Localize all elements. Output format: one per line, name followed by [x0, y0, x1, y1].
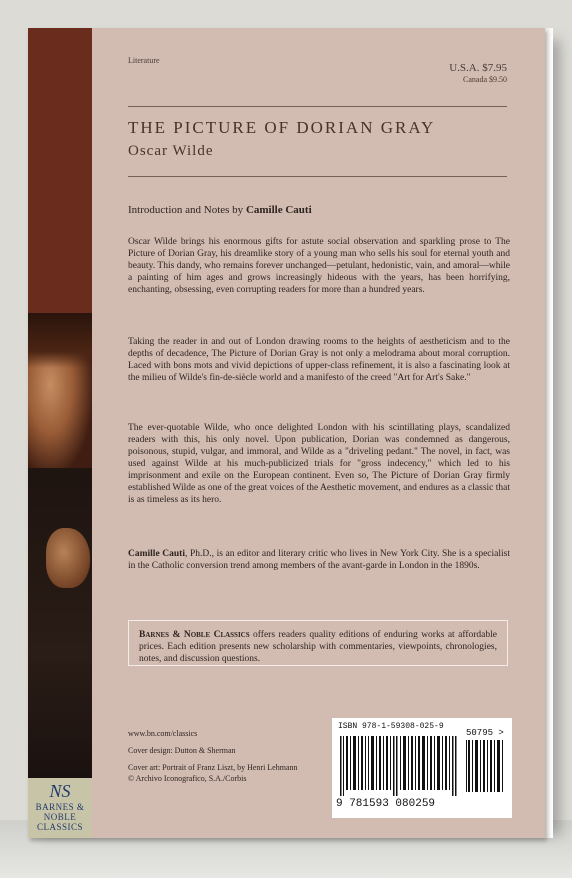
isbn-label: ISBN 978-1-59308-025-9 [338, 722, 444, 731]
description-paragraph-3: The ever-quotable Wilde, who once delighted London with his scintillating plays, scandalized readers with this, his only novel. Upon publication, Dorian was condemned as dangerous, poisonous, stupid, vulgar, and immoral, and Wilde as a "driveling pedant." The novel, in fact, was used against Wilde at his much-publicized trials for "gross indecency," which led to his imprisonment and exile on the European continent. Even so, The Picture of Dorian Gray firmly established Wilde as one of the great voices of the Aesthetic movement, and endures as a classic that is as timeless as its hero. [128, 423, 510, 505]
publisher-blurb: offers readers quality editions of enduring works at affordable prices. Each edition presents new scholarship with commentaries, viewpoints, chronologies, notes, and discussion questions. [139, 630, 497, 664]
description-paragraph-1: Oscar Wilde brings his enormous gifts for astute social observation and sparkling prose to The Picture of Dorian Gray, his dreamlike story of a young man who sells his soul for eternal youth and beauty. This dandy, who remains forever unchanged—petulant, hedonistic, vain, and amoral—while a painting of him ages and grows increasingly hideous with the years, has been horrifying, enchanting, obsessing, even corrupting readers for more than a hundred years. [128, 237, 510, 295]
book-author: Oscar Wilde [128, 143, 214, 159]
intro-prefix: Introduction and Notes by [128, 204, 244, 216]
book-title: THE PICTURE OF DORIAN GRAY [128, 118, 436, 137]
book-page-edge [545, 28, 553, 838]
top-divider [128, 106, 507, 107]
website-url: www.bn.com/classics [128, 729, 198, 738]
cover-content [92, 28, 545, 838]
price-us: U.S.A. $7.95 [449, 62, 507, 74]
price-canada: Canada $9.50 [463, 75, 507, 84]
barcode-addon-bars [466, 740, 504, 792]
portrait-strip [28, 28, 92, 838]
title-divider [128, 176, 507, 177]
intro-name: Camille Cauti [245, 204, 312, 216]
publisher-blurb-box [128, 620, 508, 666]
intro-credit [128, 204, 312, 216]
barcode-main-bars [340, 736, 458, 796]
portrait-hair [28, 313, 92, 368]
cover-art-credit: Cover art: Portrait of Franz Liszt, by Henri Lehmann © Archivo Iconografico, S.A./Corbis [128, 763, 298, 783]
editor-bio [128, 548, 510, 572]
logo-text: BARNES & NOBLE CLASSICS [35, 802, 85, 832]
addon-digits: 50795 > [466, 728, 504, 738]
description-paragraph-2: Taking the reader in and out of London drawing rooms to the heights of aestheticism and to the depths of decadence, The Picture of Dorian Gray is not only a melodrama about moral corruption. Laced with bons mots and vivid depictions of upper-class refinement, it is also a fascinating look at the milieu of Wilde's fin-de-siècle world and a manifesto of the creed "Art for Art's Sake." [128, 337, 510, 383]
publisher-logo [28, 778, 92, 838]
logo-monogram: NS [49, 781, 71, 801]
portrait-hand [46, 528, 90, 588]
editor-name: Camille Cauti [128, 549, 185, 559]
category-label: Literature [128, 56, 160, 65]
book-back-cover [28, 28, 545, 838]
barcode [332, 718, 512, 818]
publisher-brand: Barnes & Noble Classics [139, 630, 250, 640]
credits-block [128, 728, 298, 790]
cover-design-credit: Cover design: Dutton & Sherman [128, 746, 236, 755]
price-block [449, 62, 507, 84]
editor-bio-text: , Ph.D., is an editor and literary critic who lives in New York City. She is a specialist in the Catholic conversion trend among members of the avant-garde in London in the 1890s. [128, 549, 510, 571]
barcode-digits: 9 781593 080259 [336, 798, 436, 810]
portrait-coat [28, 468, 92, 778]
